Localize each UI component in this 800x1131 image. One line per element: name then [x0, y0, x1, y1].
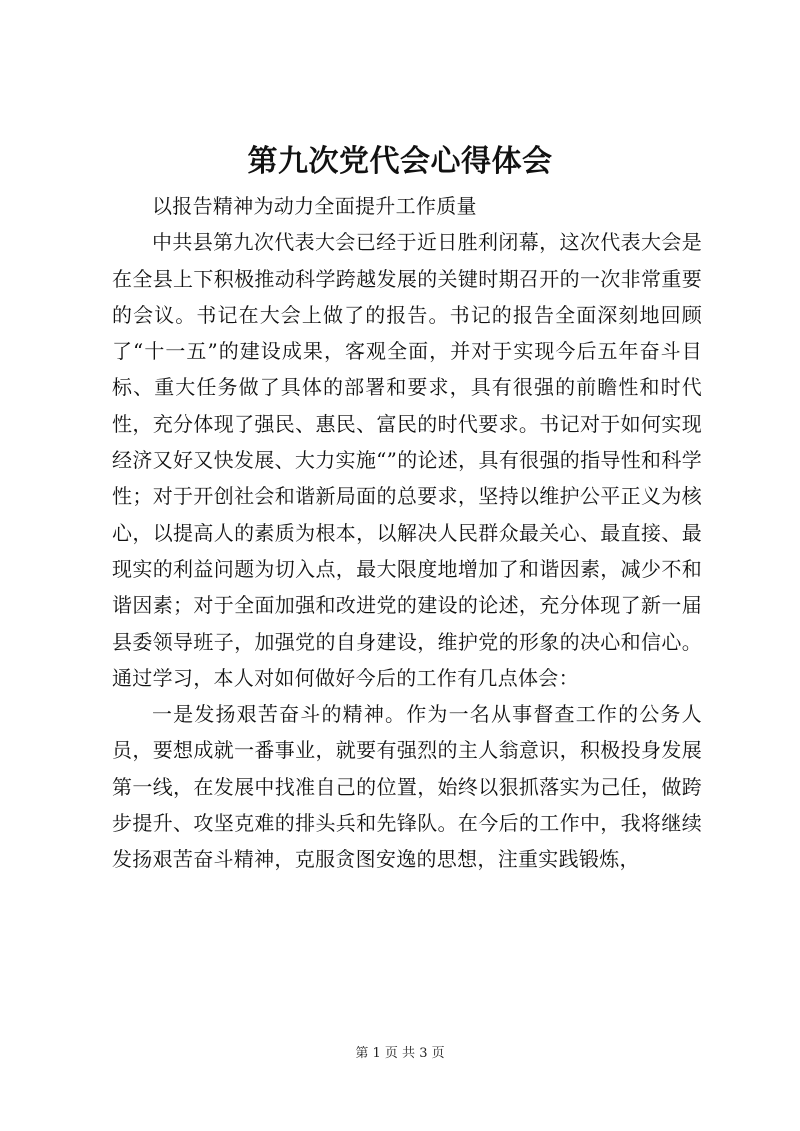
subtitle-paragraph: 以报告精神为动力全面提升工作质量 — [152, 194, 477, 218]
page-footer: 第 1 页 共 3 页 — [355, 1046, 445, 1061]
document-body — [112, 188, 702, 878]
body-paragraph-1: 中共县第九次代表大会已经于近日胜利闭幕，这次代表大会是在全县上下积极推动科学跨越发展的关键时期召开的一次非常重要的会议。书记在大会上做了的报告。书记的报告全面深刻地回顾了“十一五”的建设成果，客观全面，并对于实现今后五年奋斗目标、重大任务做了具体的部署和要求，具有很强的前瞻性和时代性，充分体现了强民、惠民、富民的时代要求。书记对于如何实现经济又好又快发展、大力实施“”的论述，具有很强的指导性和科学性；对于开创社会和谐新局面的总要求，坚持以维护公平正义为核心，以提高人的素质为根本，以解决人民群众最关心、最直接、最现实的利益问题为切入点，最大限度地增加了和谐因素，减少不和谐因素；对于全面加强和改进党的建设的论述，充分体现了新一届县委领导班子，加强党的自身建设，维护党的形象的决心和信心。通过学习，本人对如何做好今后的工作有几点体会： — [112, 230, 702, 690]
body-paragraph-2: 一是发扬艰苦奋斗的精神。作为一名从事督查工作的公务人员，要想成就一番事业，就要有强烈的主人翁意识，积极投身发展第一线，在发展中找准自己的位置，始终以狠抓落实为己任，做跨步提升、攻坚克难的排头兵和先锋队。在今后的工作中，我将继续发扬艰苦奋斗精神，克服贪图安逸的思想，注重实践锻炼， — [112, 702, 702, 872]
document-title: 第九次党代会心得体会 — [247, 144, 553, 179]
